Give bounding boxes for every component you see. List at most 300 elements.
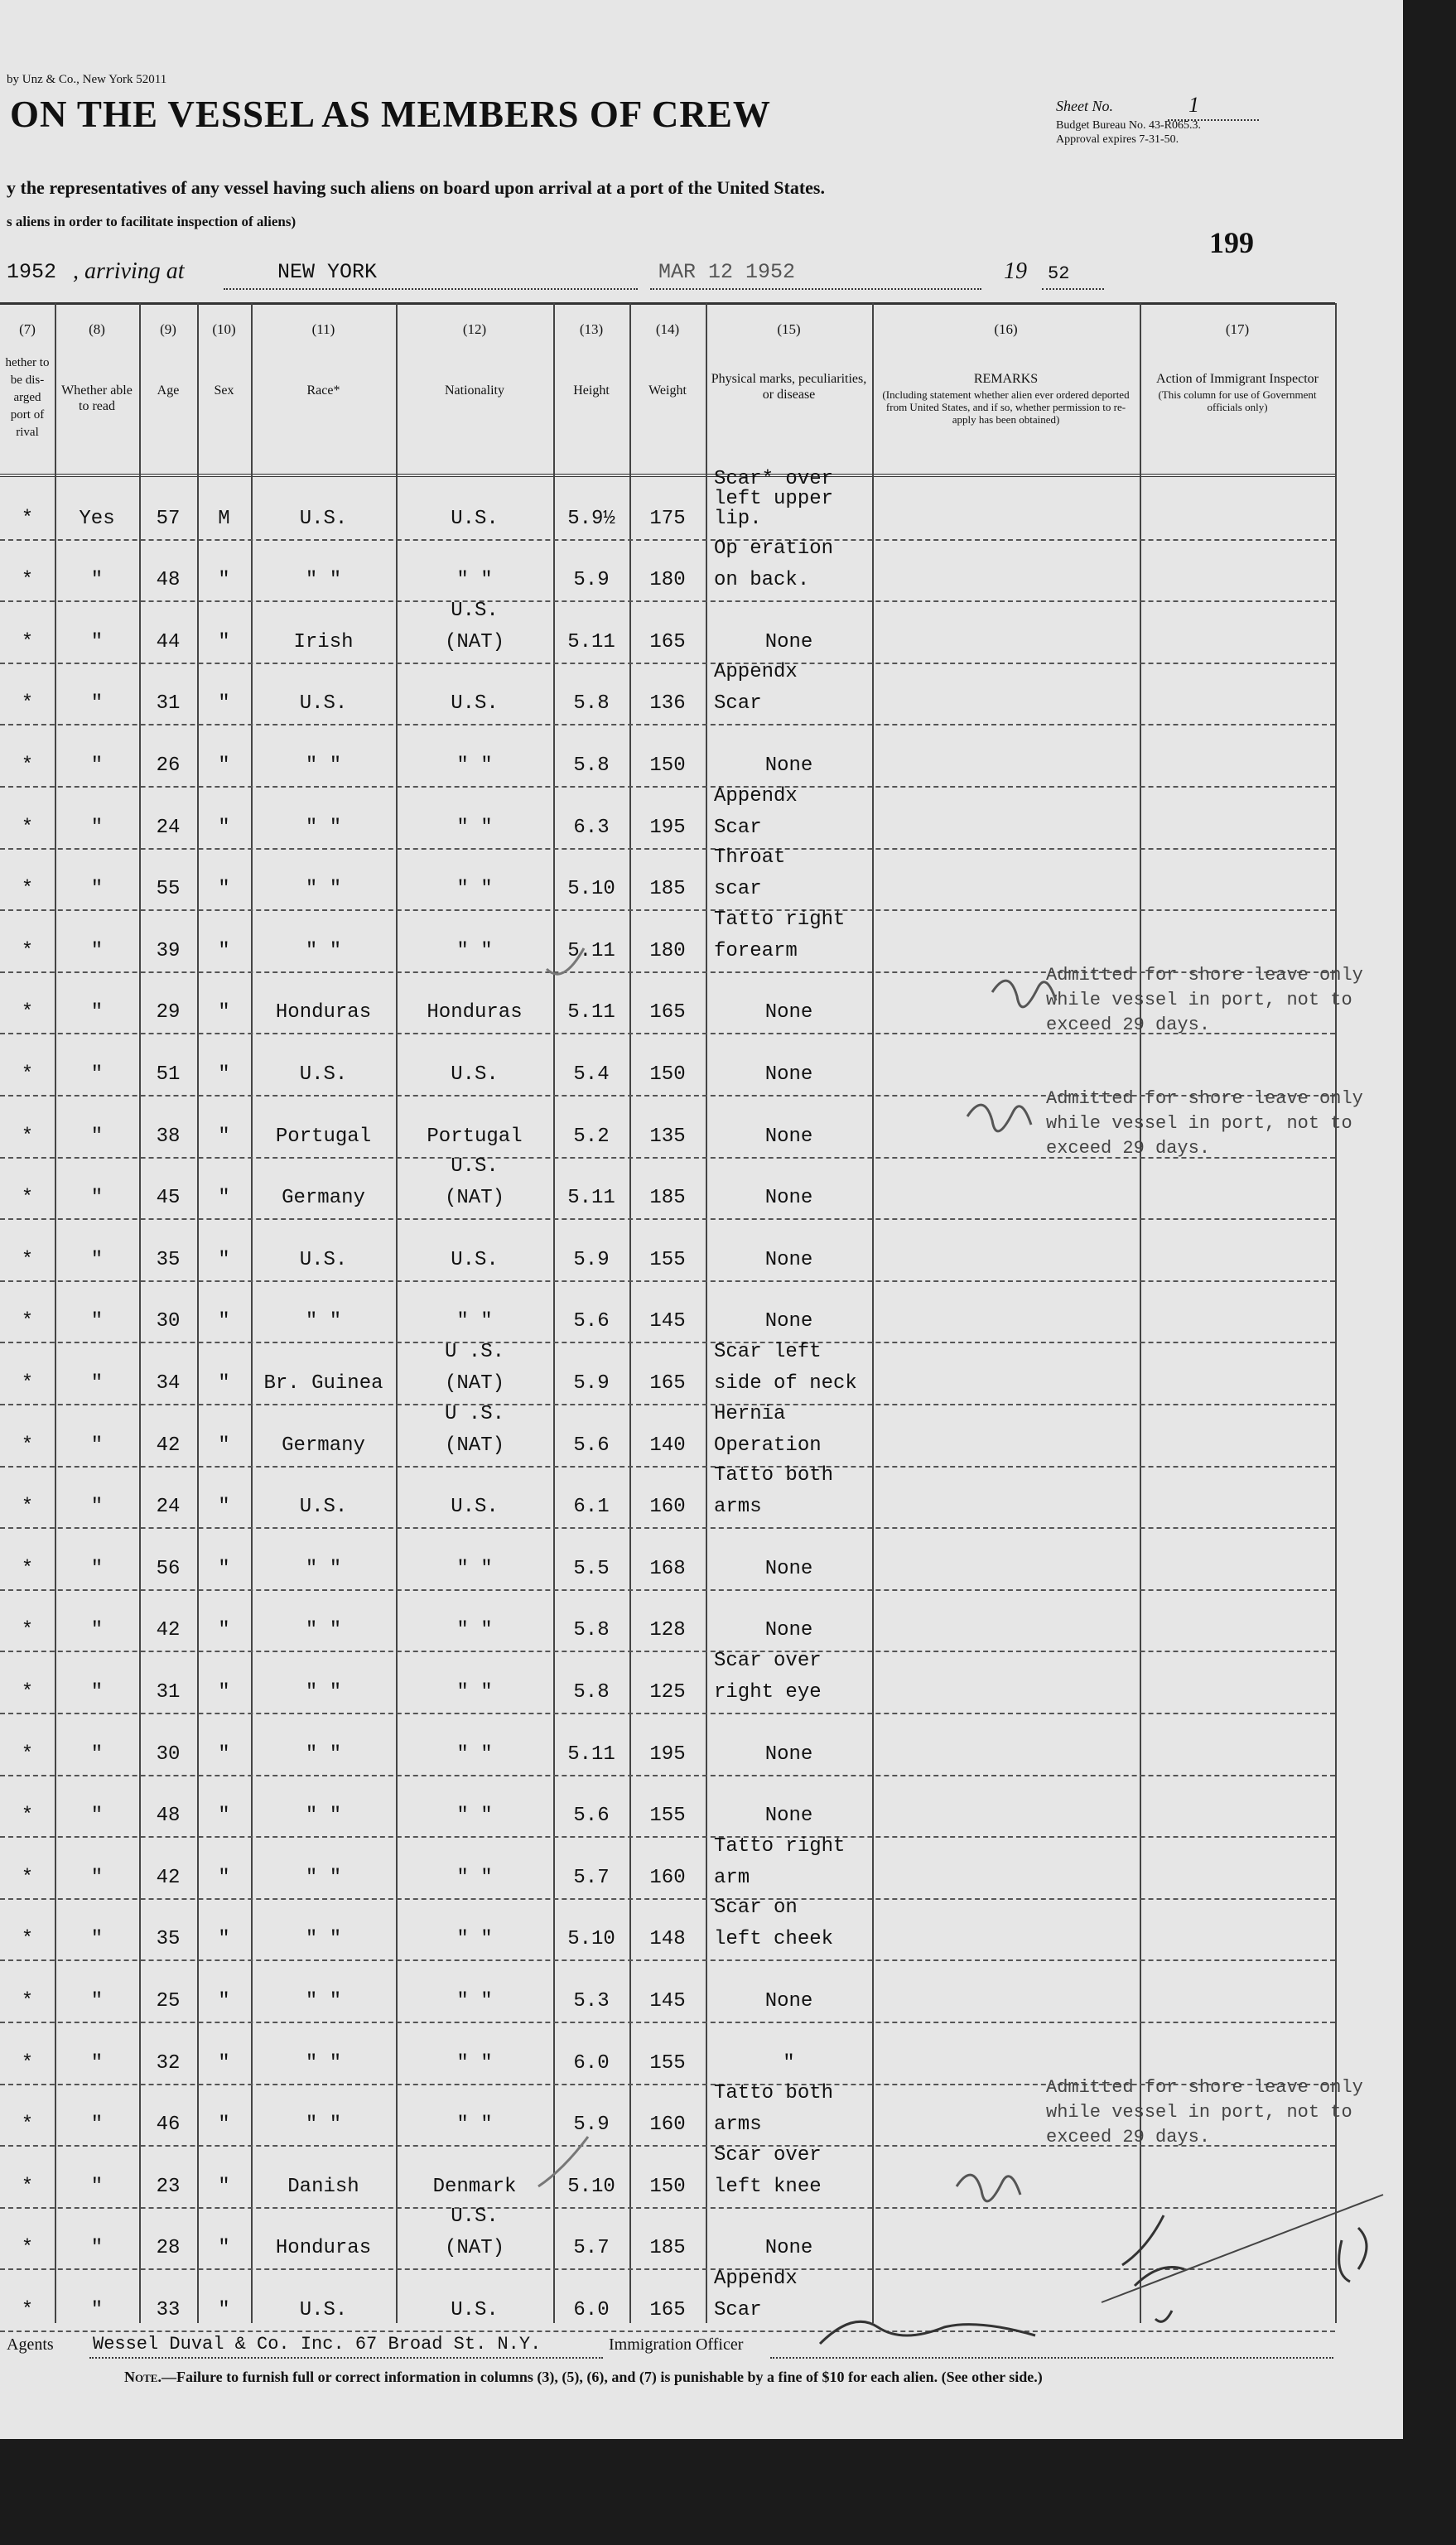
cell-race: " "	[305, 1619, 342, 1642]
remark-line: Admitted for shore leave only	[1046, 964, 1363, 986]
cell-sex: "	[218, 2175, 230, 2198]
cell-age: 48	[156, 1805, 181, 1828]
cell-c7: *	[21, 2114, 34, 2137]
cell-physical-marks: None	[764, 1990, 813, 2012]
note-text: —Failure to furnish full or correct information in columns (3), (5), (6), and (7) is punishable by a fine of $10 for each alien. (See other side.)	[161, 2369, 1043, 2385]
cell-age: 48	[156, 569, 181, 592]
cell-nat: " "	[456, 1990, 493, 2012]
cell-sex: "	[218, 1866, 230, 1889]
cell-race: " "	[305, 1866, 342, 1889]
cell-read: "	[90, 1310, 104, 1333]
cell-age: 30	[156, 1742, 181, 1766]
cell-c7: *	[21, 1001, 34, 1024]
cell-c7: *	[21, 754, 34, 777]
cell-race: " "	[305, 1805, 342, 1828]
cell-race: " "	[305, 1742, 342, 1766]
cell-height: 5.9½	[567, 507, 615, 530]
cell-c7: *	[21, 507, 34, 530]
cell-c7: *	[21, 1805, 34, 1828]
column-header-note: (Including statement whether alien ever ordered deported from United States, and if so, whether permission to re-apply has been obtained)	[882, 388, 1130, 426]
inspector-initial-2	[967, 1105, 1031, 1131]
cell-read: "	[90, 1990, 104, 2012]
cell-sex: "	[218, 1557, 230, 1580]
sheet-label: Sheet No.	[1056, 98, 1113, 114]
immigration-officer-label: Immigration Officer	[609, 2335, 744, 2354]
cell-read: "	[90, 1434, 104, 1457]
cell-height: 5.6	[573, 1310, 610, 1333]
cell-weight: 165	[649, 1372, 686, 1395]
column-header-label: REMARKS	[973, 372, 1039, 386]
cell-read: "	[90, 692, 104, 716]
arriving-port: NEW YORK	[277, 260, 378, 284]
cell-height: 5.8	[573, 1681, 610, 1704]
cell-physical-marks: "	[783, 2051, 795, 2075]
cell-nat: U.S.	[451, 692, 499, 716]
cell-age: 32	[156, 2051, 181, 2075]
cell-c7: *	[21, 1434, 34, 1457]
sheet-number: 1	[1188, 93, 1199, 117]
cell-sex: "	[218, 692, 230, 716]
cell-nationality-upper: U .S.	[444, 1341, 504, 1363]
cell-race: " "	[305, 754, 342, 777]
cell-physical-marks: Op eration	[714, 537, 834, 561]
cell-age: 44	[156, 630, 181, 653]
cell-c7: *	[21, 1866, 34, 1889]
cell-read: "	[90, 1187, 104, 1210]
cell-height: 5.9	[573, 1248, 610, 1271]
cell-race: U.S.	[299, 1496, 348, 1519]
cell-race: " "	[305, 2114, 342, 2137]
cell-c7: *	[21, 878, 34, 901]
cell-race: Honduras	[275, 2237, 372, 2260]
cell-c7: *	[21, 816, 34, 839]
cell-age: 57	[156, 507, 181, 530]
column-header-label: Height	[573, 383, 610, 398]
cell-c7: *	[21, 2237, 34, 2260]
cell-physical-marks: Tatto right	[714, 1834, 846, 1858]
column-number-weight: (14)	[655, 321, 680, 337]
column-number-c7: (7)	[19, 321, 36, 337]
arriving-label: , arriving at	[73, 258, 185, 284]
cell-weight: 128	[649, 1619, 686, 1642]
cell-weight: 185	[649, 2237, 686, 2260]
column-header-label: Age	[157, 383, 180, 398]
cell-race: " "	[305, 1557, 342, 1580]
cell-height: 5.9	[573, 569, 610, 592]
cell-age: 31	[156, 1681, 181, 1704]
cell-height: 5.11	[567, 1742, 615, 1766]
cell-physical-marks: lip.	[714, 507, 762, 530]
cell-age: 28	[156, 2237, 181, 2260]
cell-physical-marks: on back.	[714, 569, 810, 592]
remark-line: while vessel in port, not to	[1046, 2101, 1352, 2123]
cell-read: "	[90, 939, 104, 962]
column-number-sex: (10)	[212, 321, 236, 337]
column-number-nat: (12)	[462, 321, 487, 337]
cell-read: "	[90, 1742, 104, 1766]
cell-read: "	[90, 816, 104, 839]
cell-c7: *	[21, 1990, 34, 2012]
cell-physical-marks: left cheek	[714, 1928, 834, 1951]
cell-c7: *	[21, 1619, 34, 1642]
cell-physical-marks: Scar over	[714, 2143, 822, 2167]
cell-sex: "	[218, 2237, 230, 2260]
cell-nat: (NAT)	[444, 1187, 504, 1210]
cell-physical-marks: Appendx	[714, 784, 798, 807]
cell-race: U.S.	[299, 1063, 348, 1086]
cell-age: 42	[156, 1866, 181, 1889]
cell-age: 24	[156, 1496, 181, 1519]
cell-physical-marks: arms	[714, 1496, 762, 1519]
cell-sex: "	[218, 2051, 230, 2075]
cell-physical-marks: Appendx	[714, 2268, 798, 2290]
column-header-label: Physical marks, peculiarities, or disease	[711, 372, 867, 402]
cell-read: "	[90, 1805, 104, 1828]
cell-sex: "	[218, 2299, 230, 2321]
cell-nat: " "	[456, 1310, 493, 1333]
cell-nat: " "	[456, 939, 493, 962]
remark-line: while vessel in port, not to	[1046, 989, 1352, 1010]
remark-line: exceed 29 days.	[1046, 2126, 1211, 2147]
cell-height: 5.8	[573, 754, 610, 777]
cell-read: "	[90, 1125, 104, 1148]
remark-line: exceed 29 days.	[1046, 1014, 1211, 1035]
cell-age: 25	[156, 1990, 181, 2012]
cell-nat: Denmark	[432, 2175, 517, 2198]
cell-nat: U.S.	[451, 1063, 499, 1086]
cell-physical-marks: None	[764, 754, 813, 777]
cell-sex: "	[218, 1681, 230, 1704]
cell-physical-marks: side of neck	[714, 1372, 857, 1395]
cell-physical-marks: left knee	[714, 2175, 822, 2198]
agents-value: Wessel Duval & Co. Inc. 67 Broad St. N.Y.	[93, 2334, 542, 2355]
cell-weight: 136	[649, 692, 686, 716]
stamped-number: 199	[1209, 226, 1254, 259]
cell-nat: " "	[456, 1742, 493, 1766]
cell-sex: "	[218, 2114, 230, 2137]
cell-height: 5.9	[573, 2114, 610, 2137]
cell-read: "	[90, 754, 104, 777]
cell-physical-marks: Scar on	[714, 1897, 798, 1920]
cell-sex: "	[218, 1248, 230, 1271]
cell-nat: " "	[456, 816, 493, 839]
cell-physical-marks: None	[764, 1063, 813, 1086]
subtitle-facilitate: s aliens in order to facilitate inspection of aliens)	[7, 214, 297, 229]
cell-nat: U.S.	[451, 1248, 499, 1271]
agents-label: Agents	[7, 2335, 54, 2354]
cell-c7: *	[21, 2051, 34, 2075]
printer-line: by Unz & Co., New York 52011	[7, 73, 167, 86]
officer-signature	[820, 2321, 1035, 2344]
cell-c7: *	[21, 1557, 34, 1580]
cell-sex: "	[218, 878, 230, 901]
column-header-label: Nationality	[445, 383, 504, 398]
cell-height: 5.2	[573, 1125, 610, 1148]
cell-race: Danish	[287, 2175, 359, 2198]
cell-physical-marks: Tatto both	[714, 2082, 834, 2105]
cell-c7: *	[21, 1742, 34, 1766]
cell-weight: 185	[649, 878, 686, 901]
cell-sex: "	[218, 754, 230, 777]
cell-read: "	[90, 1928, 104, 1951]
column-number-read: (8)	[89, 321, 105, 337]
cell-nat: " "	[456, 2051, 493, 2075]
column-header-label: Weight	[648, 383, 687, 398]
cell-nat: (NAT)	[444, 630, 504, 653]
cell-height: 5.11	[567, 630, 615, 653]
cell-sex: "	[218, 630, 230, 653]
year-value: 52	[1048, 263, 1070, 284]
cell-c7: *	[21, 1063, 34, 1086]
cell-weight: 160	[649, 1866, 686, 1889]
cell-read: "	[90, 630, 104, 653]
cell-c7: *	[21, 1187, 34, 1210]
cell-age: 42	[156, 1619, 181, 1642]
cell-sex: "	[218, 1990, 230, 2012]
cell-nat: " "	[456, 1557, 493, 1580]
column-header-label: Race*	[306, 383, 340, 398]
cell-physical-marks: arm	[714, 1866, 750, 1889]
cell-physical-marks: None	[764, 1557, 813, 1580]
cell-height: 5.4	[573, 1063, 610, 1086]
cell-c7: *	[21, 2299, 34, 2321]
cell-weight: 160	[649, 2114, 686, 2137]
cell-age: 26	[156, 754, 181, 777]
footer-note	[124, 2369, 1043, 2386]
cell-race: " "	[305, 816, 342, 839]
cell-physical-marks: Hernia	[714, 1402, 786, 1425]
cell-physical-marks: None	[764, 1001, 813, 1024]
column-number-race: (11)	[311, 321, 335, 337]
cell-read: "	[90, 2237, 104, 2260]
cell-nat: " "	[456, 1681, 493, 1704]
cell-sex: "	[218, 1063, 230, 1086]
cell-height: 5.5	[573, 1557, 610, 1580]
remark-line: while vessel in port, not to	[1046, 1113, 1352, 1134]
column-header-label: Sex	[214, 383, 234, 398]
cell-physical-marks: None	[764, 1310, 813, 1333]
page-title: ON THE VESSEL AS MEMBERS OF CREW	[10, 94, 771, 135]
cell-physical-marks: None	[764, 630, 813, 653]
cell-age: 39	[156, 939, 181, 962]
cell-race: U.S.	[299, 1248, 348, 1271]
cell-race: Honduras	[275, 1001, 372, 1024]
cell-physical-marks: forearm	[714, 939, 798, 962]
cell-nat: U.S.	[451, 2299, 499, 2321]
cell-race: " "	[305, 1310, 342, 1333]
cell-physical-marks: Scar	[714, 692, 762, 716]
cell-height: 5.11	[567, 1187, 615, 1210]
cell-read: "	[90, 1248, 104, 1271]
cell-physical-marks: Tatto both	[714, 1464, 834, 1487]
cell-nationality-upper: U.S.	[451, 599, 499, 622]
cell-read: "	[90, 878, 104, 901]
cell-nationality-upper: U.S.	[451, 2205, 499, 2229]
cell-c7: *	[21, 569, 34, 592]
cell-race: " "	[305, 2051, 342, 2075]
cell-physical-marks: Throat	[714, 846, 786, 870]
cell-nat: " "	[456, 1928, 493, 1951]
cell-sex: "	[218, 1001, 230, 1024]
cell-physical-marks: None	[764, 1187, 813, 1210]
cell-race: U.S.	[299, 2299, 348, 2321]
cell-age: 45	[156, 1187, 181, 1210]
cell-race: U.S.	[299, 692, 348, 716]
pencil-check-1	[547, 948, 584, 974]
cell-race: Irish	[293, 630, 354, 653]
cell-race: " "	[305, 878, 342, 901]
cell-sex: "	[218, 1125, 230, 1148]
cell-age: 56	[156, 1557, 181, 1580]
cell-sex: "	[218, 1434, 230, 1457]
cell-weight: 145	[649, 1310, 686, 1333]
cell-race: " "	[305, 569, 342, 592]
cell-age: 29	[156, 1001, 181, 1024]
column-header-label: Action of Immigrant Inspector	[1156, 372, 1319, 386]
pencil-initials	[1339, 2228, 1367, 2282]
cell-read: "	[90, 1557, 104, 1580]
cell-height: 5.8	[573, 692, 610, 716]
cell-sex: "	[218, 939, 230, 962]
year-label: 19	[1004, 258, 1027, 284]
cell-nationality-upper: U.S.	[451, 1155, 499, 1179]
pencil-tally	[1122, 2215, 1184, 2321]
cell-read: "	[90, 569, 104, 592]
cell-read: "	[90, 2051, 104, 2075]
cell-height: 5.11	[567, 1001, 615, 1024]
cell-nationality-upper: U .S.	[444, 1402, 504, 1425]
column-header-label: Whether able to read	[61, 383, 133, 413]
cell-weight: 140	[649, 1434, 686, 1457]
cell-c7: *	[21, 1928, 34, 1951]
cell-nat: " "	[456, 2114, 493, 2137]
column-number-age: (9)	[160, 321, 176, 337]
cell-age: 46	[156, 2114, 181, 2137]
cell-weight: 150	[649, 1063, 686, 1086]
cell-sex: "	[218, 569, 230, 592]
cell-age: 33	[156, 2299, 181, 2321]
cell-weight: 195	[649, 1742, 686, 1766]
cell-c7: *	[21, 692, 34, 716]
cell-physical-marks: None	[764, 1248, 813, 1271]
cell-physical-marks: Tatto right	[714, 908, 846, 931]
arrival-date-stamp: MAR 12 1952	[658, 260, 796, 284]
column-number-marks: (15)	[777, 321, 801, 337]
cell-weight: 185	[649, 1187, 686, 1210]
cell-c7: *	[21, 2175, 34, 2198]
cell-height: 6.1	[573, 1496, 610, 1519]
cell-physical-marks: None	[764, 2237, 813, 2260]
cell-sex: "	[218, 1742, 230, 1766]
cell-height: 6.0	[573, 2051, 610, 2075]
cell-read: "	[90, 1681, 104, 1704]
cell-age: 31	[156, 692, 181, 716]
cell-nat: Honduras	[427, 1001, 523, 1024]
cell-race: Germany	[282, 1434, 365, 1457]
cell-weight: 180	[649, 569, 686, 592]
cell-physical-marks: None	[764, 1619, 813, 1642]
cell-read: "	[90, 1001, 104, 1024]
cell-physical-marks: Scar over	[714, 1650, 822, 1672]
cell-physical-marks: right eye	[714, 1681, 822, 1704]
cell-physical-marks: arms	[714, 2114, 762, 2137]
cell-height: 5.7	[573, 2237, 610, 2260]
cell-physical-marks: None	[764, 1805, 813, 1828]
cell-height: 5.11	[567, 939, 615, 962]
cell-sex: "	[218, 1619, 230, 1642]
cell-race: " "	[305, 1681, 342, 1704]
cell-weight: 150	[649, 2175, 686, 2198]
cell-c7: *	[21, 1496, 34, 1519]
cell-c7: *	[21, 1372, 34, 1395]
cell-nat: " "	[456, 1619, 493, 1642]
cell-read: Yes	[79, 507, 115, 530]
cell-age: 55	[156, 878, 181, 901]
cell-c7: *	[21, 939, 34, 962]
cell-physical-marks: Scar* over	[714, 467, 834, 490]
cell-height: 6.3	[573, 816, 610, 839]
cell-race: " "	[305, 1990, 342, 2012]
cell-height: 5.3	[573, 1990, 610, 2012]
cell-height: 5.10	[567, 1928, 615, 1951]
cell-nat: " "	[456, 1866, 493, 1889]
cell-weight: 150	[649, 754, 686, 777]
cell-sex: "	[218, 1805, 230, 1828]
cell-c7: *	[21, 1310, 34, 1333]
cell-physical-marks: left upper	[714, 487, 834, 510]
subtitle-representatives: y the representatives of any vessel having such aliens on board upon arrival at a port of the United States.	[7, 177, 825, 198]
column-header-label: hether to be dis- arged port of rival	[5, 356, 50, 439]
cell-age: 24	[156, 816, 181, 839]
cell-weight: 135	[649, 1125, 686, 1148]
note-label: Note.	[124, 2369, 162, 2385]
remark-line: Admitted for shore leave only	[1046, 2076, 1363, 2098]
cell-nat: " "	[456, 878, 493, 901]
cell-race: Germany	[282, 1187, 365, 1210]
cell-weight: 195	[649, 816, 686, 839]
pencil-check-2	[538, 2137, 588, 2186]
cell-weight: 148	[649, 1928, 686, 1951]
cell-c7: *	[21, 1248, 34, 1271]
cell-read: "	[90, 1063, 104, 1086]
cell-weight: 155	[649, 1805, 686, 1828]
cell-read: "	[90, 1619, 104, 1642]
cell-age: 51	[156, 1063, 181, 1086]
cell-read: "	[90, 2299, 104, 2321]
cell-age: 42	[156, 1434, 181, 1457]
cell-read: "	[90, 2114, 104, 2137]
cell-physical-marks: scar	[714, 878, 762, 901]
cell-nat: U.S.	[451, 507, 499, 530]
cell-nat: " "	[456, 754, 493, 777]
cell-weight: 165	[649, 1001, 686, 1024]
cell-age: 35	[156, 1248, 181, 1271]
cell-height: 5.10	[567, 878, 615, 901]
cell-read: "	[90, 1496, 104, 1519]
cell-sex: "	[218, 816, 230, 839]
agents-underline	[89, 2357, 603, 2359]
cell-nat: U.S.	[451, 1496, 499, 1519]
cell-physical-marks: None	[764, 1742, 813, 1766]
cell-race: " "	[305, 1928, 342, 1951]
cell-height: 5.10	[567, 2175, 615, 2198]
cell-age: 38	[156, 1125, 181, 1148]
inspector-initial-1	[992, 981, 1056, 1007]
cell-nat: (NAT)	[444, 2237, 504, 2260]
cell-age: 35	[156, 1928, 181, 1951]
cell-sex: M	[218, 507, 230, 530]
cell-height: 5.9	[573, 1372, 610, 1395]
